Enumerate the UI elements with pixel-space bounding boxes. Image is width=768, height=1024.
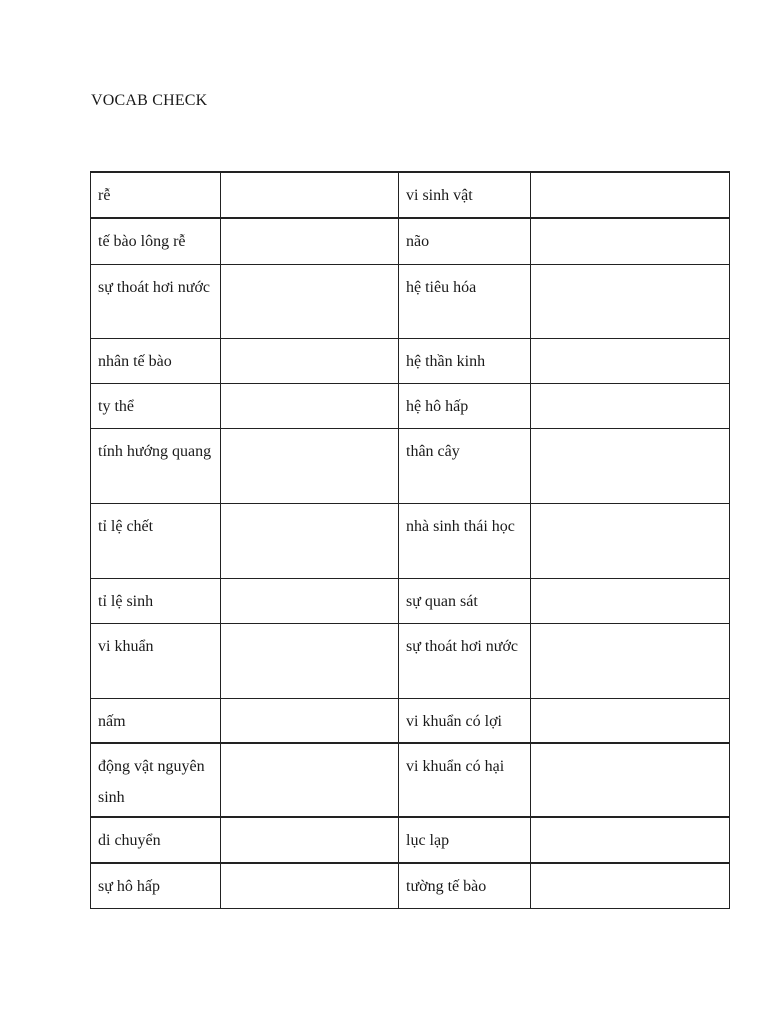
answer-cell-right[interactable] — [531, 172, 730, 218]
table-row — [91, 338, 730, 383]
answer-cell-right[interactable] — [531, 578, 730, 623]
vocab-term-left: vi khuẩn — [91, 623, 221, 698]
answer-cell-right[interactable] — [531, 338, 730, 383]
vocab-term-right: hệ tiêu hóa — [399, 264, 531, 338]
vocab-term-right: tường tế bào — [399, 863, 531, 908]
vocab-term-right: hệ hô hấp — [399, 383, 531, 428]
answer-cell-right[interactable] — [531, 264, 730, 338]
vocab-term-left: di chuyển — [91, 817, 221, 863]
answer-cell-right[interactable] — [531, 503, 730, 578]
answer-cell-right[interactable] — [531, 743, 730, 817]
vocab-term-left: nấm — [91, 698, 221, 743]
vocab-term-left: sự hô hấp — [91, 863, 221, 908]
vocab-term-right: thân cây — [399, 428, 531, 503]
table-row — [91, 218, 730, 264]
answer-cell-right[interactable] — [531, 698, 730, 743]
vocab-term-right: vi sinh vật — [399, 172, 531, 218]
answer-cell-left[interactable] — [221, 863, 399, 908]
answer-cell-right[interactable] — [531, 383, 730, 428]
answer-cell-right[interactable] — [531, 428, 730, 503]
answer-cell-left[interactable] — [221, 743, 399, 817]
table-row — [91, 623, 730, 698]
answer-cell-left[interactable] — [221, 623, 399, 698]
table-row — [91, 698, 730, 743]
answer-cell-right[interactable] — [531, 623, 730, 698]
table-row — [91, 172, 730, 218]
answer-cell-right[interactable] — [531, 817, 730, 863]
answer-cell-left[interactable] — [221, 428, 399, 503]
answer-cell-left[interactable] — [221, 817, 399, 863]
table-row — [91, 383, 730, 428]
page-title: VOCAB CHECK — [91, 92, 208, 109]
vocab-term-left: tế bào lông rễ — [91, 218, 221, 264]
answer-cell-left[interactable] — [221, 578, 399, 623]
vocab-term-left: ty thể — [91, 383, 221, 428]
answer-cell-left[interactable] — [221, 383, 399, 428]
table-row — [91, 578, 730, 623]
answer-cell-right[interactable] — [531, 218, 730, 264]
table-row — [91, 428, 730, 503]
vocab-term-right: sự thoát hơi nước — [399, 623, 531, 698]
answer-cell-right[interactable] — [531, 863, 730, 908]
vocab-term-left: động vật nguyên sinh — [91, 743, 221, 817]
vocab-term-left: nhân tế bào — [91, 338, 221, 383]
vocab-term-left: tỉ lệ sinh — [91, 578, 221, 623]
vocab-term-right: não — [399, 218, 531, 264]
answer-cell-left[interactable] — [221, 172, 399, 218]
answer-cell-left[interactable] — [221, 698, 399, 743]
vocab-table — [90, 171, 730, 909]
vocab-term-right: sự quan sát — [399, 578, 531, 623]
vocab-term-left: tính hướng quang — [91, 428, 221, 503]
vocab-term-right: hệ thần kinh — [399, 338, 531, 383]
answer-cell-left[interactable] — [221, 338, 399, 383]
vocab-term-right: lục lạp — [399, 817, 531, 863]
table-row — [91, 503, 730, 578]
vocab-term-left: tỉ lệ chết — [91, 503, 221, 578]
table-row — [91, 743, 730, 817]
vocab-term-left: rễ — [91, 172, 221, 218]
vocab-term-right: vi khuẩn có hại — [399, 743, 531, 817]
answer-cell-left[interactable] — [221, 218, 399, 264]
table-row — [91, 264, 730, 338]
table-row — [91, 817, 730, 863]
vocab-term-left: sự thoát hơi nước — [91, 264, 221, 338]
vocab-term-right: vi khuẩn có lợi — [399, 698, 531, 743]
vocab-term-right: nhà sinh thái học — [399, 503, 531, 578]
answer-cell-left[interactable] — [221, 503, 399, 578]
table-row — [91, 863, 730, 908]
answer-cell-left[interactable] — [221, 264, 399, 338]
